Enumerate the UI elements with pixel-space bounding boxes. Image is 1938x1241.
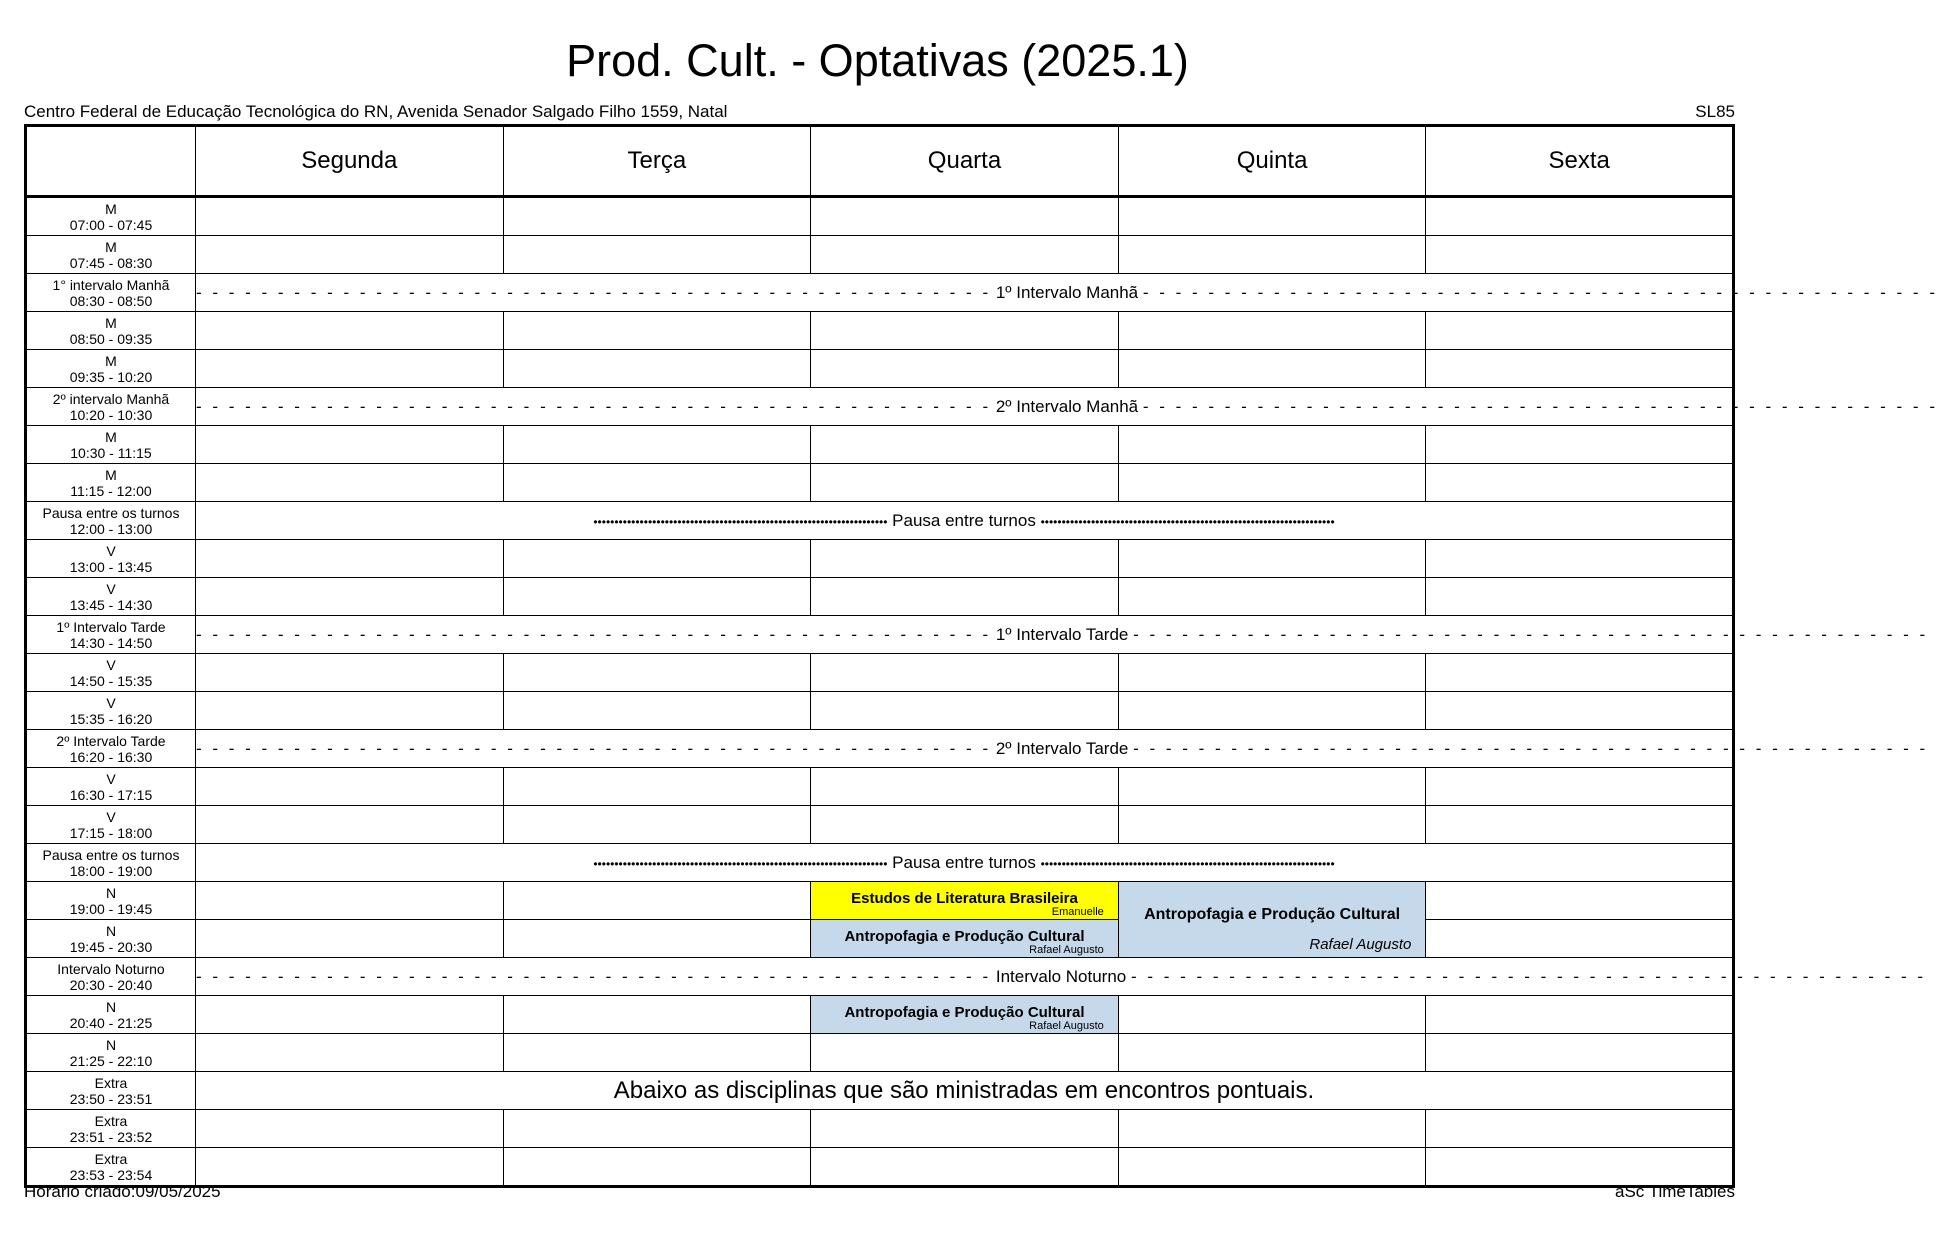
time-slot-cell bbox=[26, 654, 196, 692]
slot-time: 07:00 - 07:45 bbox=[69, 216, 153, 233]
empty-slot[interactable] bbox=[1426, 996, 1734, 1034]
time-slot-cell bbox=[26, 1110, 196, 1148]
slot-time: 16:20 - 16:30 bbox=[69, 748, 153, 765]
empty-slot[interactable] bbox=[196, 1034, 504, 1072]
slot-label: Pausa entre os turnos bbox=[42, 846, 180, 863]
empty-slot[interactable] bbox=[196, 236, 504, 274]
empty-slot[interactable] bbox=[1426, 464, 1734, 502]
slot-label: V bbox=[106, 542, 116, 559]
lesson-subject: Antropofagia e Produção Cultural bbox=[844, 928, 1085, 945]
table-row bbox=[26, 197, 1734, 236]
pause-row-cell: •••••••••••••••••••••••••••••••••••••••••••••••••••••••••••••••••••••• Pausa entre turnos •••••••••••••••••••••••••••••••••••••••••••••••••••••••••••••••••••••• bbox=[196, 502, 1734, 540]
slot-label: M bbox=[105, 466, 117, 483]
empty-slot[interactable] bbox=[196, 350, 504, 388]
empty-slot[interactable] bbox=[811, 312, 1119, 350]
slot-label: M bbox=[105, 428, 117, 445]
slot-time: 12:00 - 13:00 bbox=[69, 520, 153, 537]
day-header-terca: Terça bbox=[503, 126, 811, 197]
slot-time: 18:00 - 19:00 bbox=[69, 862, 153, 879]
empty-slot[interactable] bbox=[1426, 1110, 1734, 1148]
slot-label: 2º intervalo Manhã bbox=[52, 390, 170, 407]
empty-slot[interactable] bbox=[196, 312, 504, 350]
time-slot-cell bbox=[26, 616, 196, 654]
slot-time: 14:30 - 14:50 bbox=[69, 634, 153, 651]
slot-label: 1º Intervalo Tarde bbox=[56, 618, 166, 635]
time-slot-cell bbox=[26, 236, 196, 274]
slot-time: 07:45 - 08:30 bbox=[69, 254, 153, 271]
empty-slot[interactable] bbox=[503, 312, 811, 350]
empty-slot[interactable] bbox=[1118, 236, 1426, 274]
slot-time: 17:15 - 18:00 bbox=[69, 824, 153, 841]
room-code: SL85 bbox=[1695, 102, 1735, 121]
slot-label: 1° intervalo Manhã bbox=[52, 276, 170, 293]
break-label: 2º Intervalo Tarde bbox=[995, 738, 1129, 758]
day-header-quinta: Quinta bbox=[1118, 126, 1426, 197]
slot-time: 19:45 - 20:30 bbox=[69, 938, 153, 955]
time-slot-cell bbox=[26, 920, 196, 958]
slot-time: 10:30 - 11:15 bbox=[70, 444, 152, 461]
empty-slot[interactable] bbox=[811, 692, 1119, 730]
empty-slot[interactable] bbox=[503, 540, 811, 578]
slot-label: V bbox=[106, 656, 116, 673]
empty-slot[interactable] bbox=[196, 578, 504, 616]
lesson-teacher: Emanuelle bbox=[1051, 906, 1104, 918]
lesson-teacher: Rafael Augusto bbox=[1029, 944, 1104, 956]
empty-slot[interactable] bbox=[503, 920, 811, 958]
break-label: 1º Intervalo Manhã bbox=[995, 282, 1139, 302]
corner-cell bbox=[26, 126, 196, 197]
slot-time: 08:50 - 09:35 bbox=[69, 330, 153, 347]
empty-slot[interactable] bbox=[503, 1034, 811, 1072]
timetable bbox=[24, 124, 1938, 1188]
slot-time: 10:20 - 10:30 bbox=[69, 406, 153, 423]
time-slot-cell bbox=[26, 274, 196, 312]
empty-slot[interactable] bbox=[503, 654, 811, 692]
slot-time: 14:50 - 15:35 bbox=[69, 672, 153, 689]
empty-slot[interactable] bbox=[196, 882, 504, 920]
empty-slot[interactable] bbox=[811, 806, 1119, 844]
empty-slot[interactable] bbox=[503, 768, 811, 806]
lesson-subject: Antropofagia e Produção Cultural bbox=[1144, 905, 1401, 923]
table-row bbox=[26, 1148, 1734, 1187]
time-slot-cell bbox=[26, 958, 196, 996]
table-row bbox=[26, 882, 1734, 920]
table-row bbox=[26, 312, 1734, 350]
time-slot-cell bbox=[26, 312, 196, 350]
empty-slot[interactable] bbox=[196, 654, 504, 692]
day-header-row bbox=[26, 126, 1734, 197]
empty-slot[interactable] bbox=[811, 236, 1119, 274]
empty-slot[interactable] bbox=[1426, 578, 1734, 616]
time-slot-cell bbox=[26, 388, 196, 426]
empty-slot[interactable] bbox=[503, 464, 811, 502]
day-header-segunda: Segunda bbox=[196, 126, 504, 197]
empty-slot[interactable] bbox=[503, 426, 811, 464]
pause-row-cell: •••••••••••••••••••••••••••••••••••••••••••••••••••••••••••••••••••••• Pausa entre turnos •••••••••••••••••••••••••••••••••••••••••••••••••••••••••••••••••••••• bbox=[196, 844, 1734, 882]
empty-slot[interactable] bbox=[1118, 540, 1426, 578]
empty-slot[interactable] bbox=[503, 882, 811, 920]
slot-label: N bbox=[105, 922, 117, 939]
empty-slot[interactable] bbox=[1426, 312, 1734, 350]
time-slot-cell bbox=[26, 806, 196, 844]
table-row bbox=[26, 540, 1734, 578]
slot-label: V bbox=[106, 808, 116, 825]
empty-slot[interactable] bbox=[1118, 426, 1426, 464]
slot-time: 08:30 - 08:50 bbox=[69, 292, 153, 309]
empty-slot[interactable] bbox=[503, 806, 811, 844]
table-row bbox=[26, 806, 1734, 844]
lesson-subject: Antropofagia e Produção Cultural bbox=[844, 1004, 1085, 1021]
slot-time: 23:53 - 23:54 bbox=[69, 1166, 153, 1183]
empty-slot[interactable] bbox=[1118, 1110, 1426, 1148]
empty-slot[interactable] bbox=[1426, 1148, 1734, 1187]
break-row-cell: - - - - - - - - - - - - - - - - - - - - - - - - - - - - - - - - - - - - - - - - - - - - - - - - - Intervalo Noturno - - - - - - - - - - - - - - - - - - - - - - - - - - - - - - - - - - - - - - - - - - - - - - - - - bbox=[196, 958, 1734, 996]
empty-slot[interactable] bbox=[1426, 654, 1734, 692]
table-row bbox=[26, 1034, 1734, 1072]
extra-note-cell: Abaixo as disciplinas que são ministradas em encontros pontuais. bbox=[196, 1072, 1734, 1110]
empty-slot[interactable] bbox=[196, 197, 504, 236]
empty-slot[interactable] bbox=[1118, 1034, 1426, 1072]
empty-slot[interactable] bbox=[1426, 1034, 1734, 1072]
time-slot-cell bbox=[26, 844, 196, 882]
empty-slot[interactable] bbox=[1426, 197, 1734, 236]
slot-label: V bbox=[106, 770, 116, 787]
empty-slot[interactable] bbox=[1118, 350, 1426, 388]
time-slot-cell bbox=[26, 540, 196, 578]
slot-label: Intervalo Noturno bbox=[57, 960, 165, 977]
empty-slot[interactable] bbox=[811, 350, 1119, 388]
table-row bbox=[26, 1110, 1734, 1148]
empty-slot[interactable] bbox=[196, 1148, 504, 1187]
break-label: 1º Intervalo Tarde bbox=[995, 624, 1129, 644]
table-row bbox=[26, 350, 1734, 388]
table-row bbox=[26, 730, 1734, 768]
empty-slot[interactable] bbox=[503, 578, 811, 616]
table-row bbox=[26, 274, 1734, 312]
empty-slot[interactable] bbox=[811, 1110, 1119, 1148]
empty-slot[interactable] bbox=[196, 1110, 504, 1148]
table-row bbox=[26, 426, 1734, 464]
table-row bbox=[26, 388, 1734, 426]
slot-label: Extra bbox=[94, 1074, 128, 1091]
slot-label: 2º Intervalo Tarde bbox=[56, 732, 166, 749]
empty-slot[interactable] bbox=[1426, 426, 1734, 464]
break-label: Intervalo Noturno bbox=[995, 966, 1127, 986]
empty-slot[interactable] bbox=[811, 768, 1119, 806]
empty-slot[interactable] bbox=[811, 540, 1119, 578]
table-row bbox=[26, 692, 1734, 730]
break-row-cell: - - - - - - - - - - - - - - - - - - - - - - - - - - - - - - - - - - - - - - - - - - - - - - - - - 1º Intervalo Tarde - - - - - - - - - - - - - - - - - - - - - - - - - - - - - - - - - - - - - - - - - - - - - - - - - bbox=[196, 616, 1734, 654]
break-row-cell: - - - - - - - - - - - - - - - - - - - - - - - - - - - - - - - - - - - - - - - - - - - - - - - - - 2º Intervalo Manhã - - - - - - - - - - - - - - - - - - - - - - - - - - - - - - - - - - - - - - - - - - - - - - - - - bbox=[196, 388, 1734, 426]
slot-time: 19:00 - 19:45 bbox=[69, 900, 153, 917]
slot-label: Pausa entre os turnos bbox=[42, 504, 180, 521]
table-row bbox=[26, 464, 1734, 502]
empty-slot[interactable] bbox=[1118, 768, 1426, 806]
pause-label: Pausa entre turnos bbox=[892, 852, 1036, 872]
empty-slot[interactable] bbox=[1118, 197, 1426, 236]
slot-label: V bbox=[106, 694, 116, 711]
table-row bbox=[26, 654, 1734, 692]
empty-slot[interactable] bbox=[811, 1148, 1119, 1187]
table-row bbox=[26, 502, 1734, 540]
time-slot-cell bbox=[26, 502, 196, 540]
slot-time: 23:51 - 23:52 bbox=[69, 1128, 153, 1145]
slot-label: M bbox=[105, 314, 117, 331]
empty-slot[interactable] bbox=[503, 197, 811, 236]
slot-label: M bbox=[105, 352, 117, 369]
day-header-sexta: Sexta bbox=[1426, 126, 1734, 197]
school-address: Centro Federal de Educação Tecnológica do RN, Avenida Senador Salgado Filho 1559, Natal bbox=[24, 102, 728, 121]
empty-slot[interactable] bbox=[196, 540, 504, 578]
slot-label: N bbox=[105, 884, 117, 901]
table-row bbox=[26, 844, 1734, 882]
empty-slot[interactable] bbox=[1426, 692, 1734, 730]
time-slot-cell bbox=[26, 692, 196, 730]
slot-label: N bbox=[105, 998, 117, 1015]
empty-slot[interactable] bbox=[196, 692, 504, 730]
slot-time: 23:50 - 23:51 bbox=[69, 1090, 153, 1107]
slot-time: 20:30 - 20:40 bbox=[69, 976, 153, 993]
slot-label: M bbox=[105, 238, 117, 255]
time-slot-cell bbox=[26, 197, 196, 236]
empty-slot[interactable] bbox=[1118, 996, 1426, 1034]
empty-slot[interactable] bbox=[811, 464, 1119, 502]
break-row-cell: - - - - - - - - - - - - - - - - - - - - - - - - - - - - - - - - - - - - - - - - - - - - - - - - - 2º Intervalo Tarde - - - - - - - - - - - - - - - - - - - - - - - - - - - - - - - - - - - - - - - - - - - - - - - - - bbox=[196, 730, 1734, 768]
empty-slot[interactable] bbox=[1118, 806, 1426, 844]
empty-slot[interactable] bbox=[196, 768, 504, 806]
empty-slot[interactable] bbox=[1118, 464, 1426, 502]
slot-time: 11:15 - 12:00 bbox=[70, 482, 152, 499]
time-slot-cell bbox=[26, 350, 196, 388]
empty-slot[interactable] bbox=[503, 1148, 811, 1187]
table-row bbox=[26, 768, 1734, 806]
empty-slot[interactable] bbox=[811, 426, 1119, 464]
empty-slot[interactable] bbox=[811, 197, 1119, 236]
lesson-card[interactable] bbox=[811, 920, 1119, 958]
lesson-teacher: Rafael Augusto bbox=[1029, 1020, 1104, 1032]
time-slot-cell bbox=[26, 730, 196, 768]
software-credit: aSc TimeTables bbox=[1615, 1182, 1735, 1201]
empty-slot[interactable] bbox=[811, 1034, 1119, 1072]
lesson-subject: Estudos de Literatura Brasileira bbox=[851, 890, 1078, 907]
time-slot-cell bbox=[26, 1072, 196, 1110]
slot-label: N bbox=[105, 1036, 117, 1053]
timetable-body bbox=[26, 197, 1938, 1187]
empty-slot[interactable] bbox=[1118, 692, 1426, 730]
empty-slot[interactable] bbox=[1118, 578, 1426, 616]
time-slot-cell bbox=[26, 1034, 196, 1072]
lesson-card[interactable] bbox=[1118, 882, 1426, 958]
slot-label: Extra bbox=[94, 1112, 128, 1129]
page-title: Prod. Cult. - Optativas (2025.1) bbox=[566, 35, 1189, 86]
break-label: 2º Intervalo Manhã bbox=[995, 396, 1139, 416]
slot-time: 09:35 - 10:20 bbox=[69, 368, 153, 385]
empty-slot[interactable] bbox=[196, 426, 504, 464]
created-date: Horário criado:09/05/2025 bbox=[24, 1182, 221, 1201]
lesson-teacher: Rafael Augusto bbox=[1309, 936, 1412, 953]
empty-slot[interactable] bbox=[196, 806, 504, 844]
empty-slot[interactable] bbox=[196, 464, 504, 502]
empty-slot[interactable] bbox=[196, 996, 504, 1034]
slot-label: V bbox=[106, 580, 116, 597]
empty-slot[interactable] bbox=[503, 236, 811, 274]
empty-slot[interactable] bbox=[1426, 882, 1734, 920]
time-slot-cell bbox=[26, 426, 196, 464]
table-row bbox=[26, 958, 1734, 996]
empty-slot[interactable] bbox=[503, 996, 811, 1034]
table-row bbox=[26, 236, 1734, 274]
empty-slot[interactable] bbox=[196, 920, 504, 958]
empty-slot[interactable] bbox=[1426, 768, 1734, 806]
table-row bbox=[26, 616, 1734, 654]
empty-slot[interactable] bbox=[503, 692, 811, 730]
empty-slot[interactable] bbox=[1118, 312, 1426, 350]
break-row-cell: - - - - - - - - - - - - - - - - - - - - - - - - - - - - - - - - - - - - - - - - - - - - - - - - - 1º Intervalo Manhã - - - - - - - - - - - - - - - - - - - - - - - - - - - - - - - - - - - - - - - - - - - - - - - - - bbox=[196, 274, 1734, 312]
empty-slot[interactable] bbox=[1118, 1148, 1426, 1187]
empty-slot[interactable] bbox=[1426, 236, 1734, 274]
time-slot-cell bbox=[26, 882, 196, 920]
empty-slot[interactable] bbox=[503, 1110, 811, 1148]
slot-time: 20:40 - 21:25 bbox=[69, 1014, 153, 1031]
empty-slot[interactable] bbox=[811, 654, 1119, 692]
lesson-card[interactable] bbox=[811, 996, 1119, 1034]
time-slot-cell bbox=[26, 578, 196, 616]
empty-slot[interactable] bbox=[1426, 806, 1734, 844]
time-slot-cell bbox=[26, 768, 196, 806]
empty-slot[interactable] bbox=[1426, 350, 1734, 388]
time-slot-cell bbox=[26, 464, 196, 502]
lesson-card[interactable] bbox=[811, 882, 1119, 920]
slot-time: 21:25 - 22:10 bbox=[69, 1052, 153, 1069]
empty-slot[interactable] bbox=[1426, 540, 1734, 578]
time-slot-cell bbox=[26, 1148, 196, 1187]
slot-label: Extra bbox=[94, 1150, 128, 1167]
empty-slot[interactable] bbox=[503, 350, 811, 388]
time-slot-cell bbox=[26, 996, 196, 1034]
slot-time: 13:00 - 13:45 bbox=[69, 558, 153, 575]
slot-time: 15:35 - 16:20 bbox=[69, 710, 153, 727]
empty-slot[interactable] bbox=[811, 578, 1119, 616]
slot-time: 13:45 - 14:30 bbox=[69, 596, 153, 613]
table-row bbox=[26, 1072, 1734, 1110]
empty-slot[interactable] bbox=[1118, 654, 1426, 692]
table-row bbox=[26, 920, 1734, 958]
pause-label: Pausa entre turnos bbox=[892, 510, 1036, 530]
slot-label: M bbox=[105, 200, 117, 217]
slot-time: 16:30 - 17:15 bbox=[69, 786, 153, 803]
day-header-quarta: Quarta bbox=[811, 126, 1119, 197]
table-row bbox=[26, 996, 1734, 1034]
empty-slot[interactable] bbox=[1426, 920, 1734, 958]
table-row bbox=[26, 578, 1734, 616]
